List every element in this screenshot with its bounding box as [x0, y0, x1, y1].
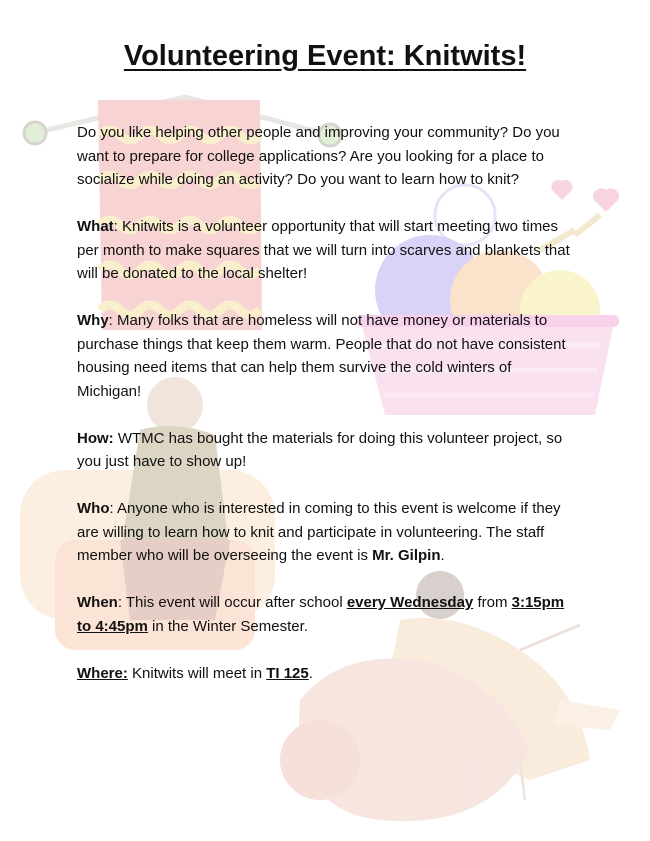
what-paragraph	[77, 215, 577, 286]
when-text-1: : This event will occur after school	[117, 594, 347, 611]
meeting-room: TI 125	[266, 664, 309, 682]
why-label: Why	[77, 312, 109, 329]
when-paragraph	[77, 591, 577, 638]
flyer-body	[77, 121, 577, 709]
how-text: WTMC has bought the materials for doing this volunteer project, so you just have to show up!	[77, 429, 563, 470]
where-label: Where:	[77, 664, 128, 682]
where-end: .	[308, 664, 313, 682]
what-label: What	[77, 218, 114, 235]
page-title: Volunteering Event: Knitwits!	[123, 40, 527, 72]
when-label: When	[77, 594, 118, 611]
intro-paragraph: Do you like helping other people and improving your community? Do you want to prepare for college applications? Are you looking for a place to socialize while doing an activity? Do you want to learn how to knit?	[77, 124, 560, 188]
how-label: How:	[77, 429, 114, 447]
where-text: Knitwits will meet in	[127, 664, 267, 682]
who-text: : Anyone who is interested in coming to this event is welcome if they are willing to learn how to knit and participate in volunteering. The staff member who will be overseeing the event is	[77, 500, 561, 564]
why-paragraph	[77, 309, 577, 403]
meeting-day: every Wednesday	[346, 594, 474, 611]
who-paragraph	[77, 497, 577, 568]
when-text-2: from	[473, 594, 512, 611]
who-end: .	[440, 547, 445, 564]
why-text: : Many folks that are homeless will not have money or materials to purchase things that keep them warm. People that do not have consistent housing need items that can help them survive the cold winters of Michigan!	[77, 312, 566, 400]
staff-name: Mr. Gilpin	[372, 547, 441, 564]
meeting-time: 3:15pm to 4:45pm	[77, 594, 565, 635]
when-text-3: in the Winter Semester.	[147, 617, 308, 635]
what-text: : Knitwits is a volunteer opportunity that will start meeting two times per month to make squares that we will turn into scarves and blankets that will be donated to the local shelter!	[77, 218, 570, 282]
where-paragraph	[77, 662, 577, 686]
how-paragraph	[77, 427, 577, 474]
who-label: Who	[77, 500, 110, 517]
